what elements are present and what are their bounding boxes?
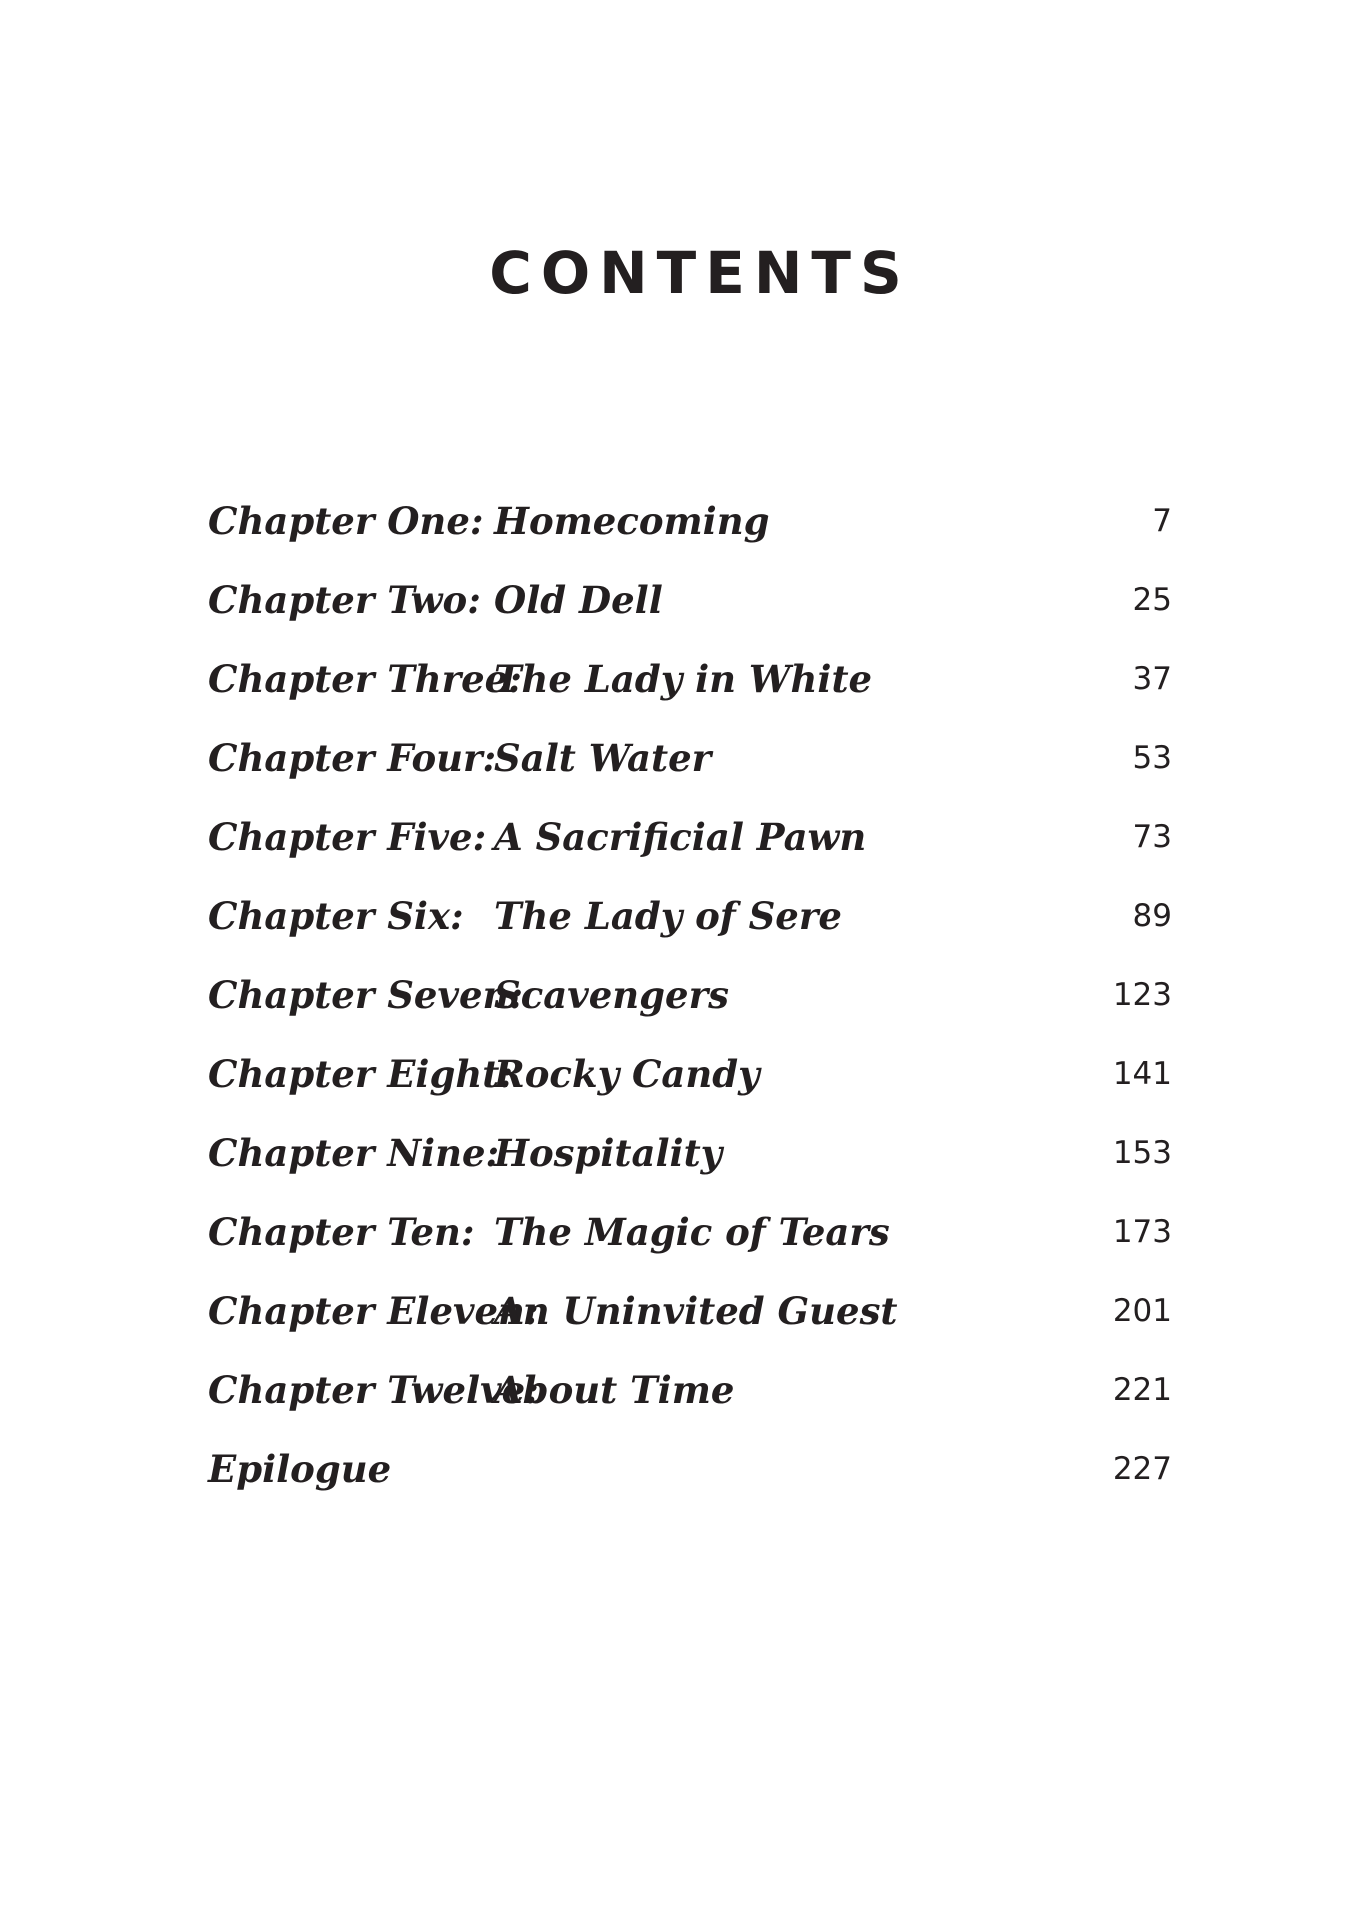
chapter-label: Chapter Nine: (208, 1131, 500, 1175)
page-number: 141 (1112, 1056, 1172, 1092)
chapter-label: Chapter Four: (208, 736, 497, 780)
page-number: 201 (1112, 1293, 1172, 1329)
chapter-title: The Lady in White (494, 657, 873, 701)
chapter-title: Salt Water (494, 736, 712, 780)
toc-entry (0, 1272, 1357, 1351)
chapter-title: Homecoming (494, 499, 770, 543)
page-number: 89 (1132, 898, 1172, 934)
toc-entry (0, 719, 1357, 798)
chapter-label: Chapter Three: (208, 657, 522, 701)
chapter-title: Old Dell (494, 578, 663, 622)
chapter-title: The Magic of Tears (494, 1210, 890, 1254)
page-number: 227 (1112, 1451, 1172, 1487)
page-number: 37 (1132, 661, 1172, 697)
page-number: 73 (1132, 819, 1172, 855)
toc-entry (0, 956, 1357, 1035)
table-of-contents (0, 482, 1357, 1509)
chapter-label: Chapter Eight: (208, 1052, 513, 1096)
page-number: 221 (1112, 1372, 1172, 1408)
chapter-label: Chapter Two: (208, 578, 481, 622)
page-number: 123 (1112, 977, 1172, 1013)
toc-entry (0, 561, 1357, 640)
chapter-label: Chapter Eleven: (208, 1289, 539, 1333)
page-number: 173 (1112, 1214, 1172, 1250)
chapter-title: An Uninvited Guest (494, 1289, 898, 1333)
chapter-label: Chapter Five: (208, 815, 487, 859)
chapter-title: Scavengers (494, 973, 729, 1017)
toc-entry (0, 1351, 1357, 1430)
page-title: CONTENTS (489, 239, 911, 307)
chapter-title: Rocky Candy (494, 1052, 760, 1096)
toc-entry (0, 1430, 1357, 1509)
page-number: 7 (1152, 503, 1172, 539)
page-number: 53 (1132, 740, 1172, 776)
page-number: 153 (1112, 1135, 1172, 1171)
chapter-label: Epilogue (208, 1447, 392, 1491)
toc-entry (0, 1114, 1357, 1193)
chapter-label: Chapter Seven: (208, 973, 524, 1017)
chapter-label: Chapter Twelve: (208, 1368, 539, 1412)
chapter-label: Chapter Six: (208, 894, 464, 938)
toc-entry (0, 482, 1357, 561)
chapter-title: A Sacrificial Pawn (494, 815, 867, 859)
chapter-title: The Lady of Sere (494, 894, 842, 938)
chapter-title: Hospitality (494, 1131, 723, 1175)
toc-entry (0, 798, 1357, 877)
chapter-label: Chapter One: (208, 499, 484, 543)
toc-entry (0, 1193, 1357, 1272)
toc-entry (0, 1035, 1357, 1114)
toc-entry (0, 640, 1357, 719)
chapter-label: Chapter Ten: (208, 1210, 475, 1254)
toc-entry (0, 877, 1357, 956)
page-number: 25 (1132, 582, 1172, 618)
chapter-title: About Time (494, 1368, 735, 1412)
